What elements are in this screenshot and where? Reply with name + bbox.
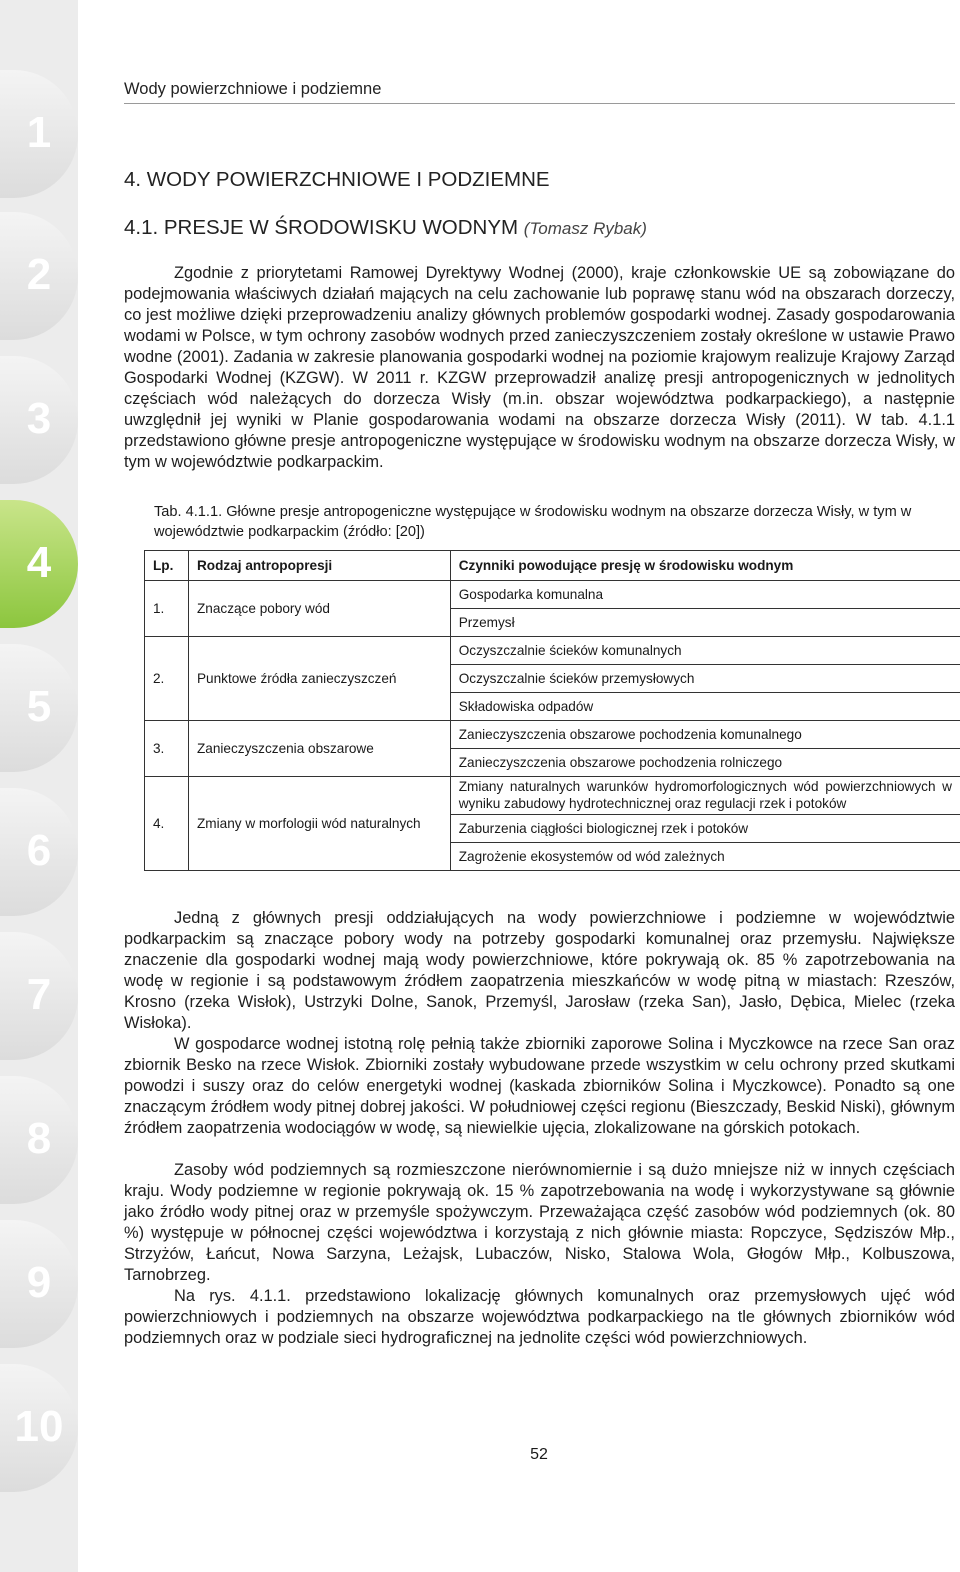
table-cell-factor: Zanieczyszczenia obszarowe pochodzenia rolniczego [450, 749, 960, 777]
chapter-tab-label: 4 [26, 538, 52, 587]
paragraph-2: Jedną z głównych presji oddziałujących na wody powierzchniowe i podziemne w województwie podkarpackim są znaczące pobory wody na potrzeby gospodarki komunalnej oraz przemysłu. Największe znaczenie dla gospodarki wodnej mają wody powierzchniowe, które pokrywają ok. 85 % zapotrzebowania na wodę w regionie i są podstawowym źródłem zaopatrzenia mieszkańców w wodę pitną w miastach: Rzeszów, Krosno (rzeka Wisłok), Ustrzyki Dolne, Sanok, Przemyśl, Jarosław (rzeka San), Jasło, Dębica, Mielec (rzeka Wisłoka). [124, 909, 955, 1032]
table-cell-factor: Zanieczyszczenia obszarowe pochodzenia komunalnego [450, 721, 960, 749]
chapter-tab-5[interactable] [0, 644, 78, 772]
paragraph-3: W gospodarce wodnej istotną rolę pełnią także zbiorniki zaporowe Solina i Myczkowce na rzece San oraz zbiornik Besko na rzece Wisłok. Zbiorniki zostały wybudowane przede wszystkim w celu ochrony przed skutkami powodzi i suszy oraz do celów energetyki wodnej (kaskada zbiorników Solina i Myczkowce). Ponadto są one znaczącym źródłem wody pitnej dobrej jakości. W południowej części regionu (Bieszczady, Beskid Niski), głównym źródłem zaopatrzenia wodociągów w wodę, są niewielkie ujęcia, zlokalizowane na górskich potokach. [124, 1035, 955, 1137]
table-cell-factor: Składowiska odpadów [450, 693, 960, 721]
table-cell-factor: Przemysł [450, 609, 960, 637]
table-cell-factor: Zaburzenia ciągłości biologicznej rzek i potoków [450, 815, 960, 843]
chapter-heading: 4. WODY POWIERZCHNIOWE I PODZIEMNE [124, 168, 550, 191]
table-row [145, 777, 960, 815]
pressures-table [144, 550, 960, 871]
table-cell-lp: 2. [145, 637, 189, 721]
table-header: Lp. [145, 551, 189, 581]
running-header: Wody powierzchniowe i podziemne [124, 80, 382, 98]
table-cell-lp: 1. [145, 581, 189, 637]
table-cell-lp: 3. [145, 721, 189, 777]
table-header: Rodzaj antropopresji [188, 551, 450, 581]
table-row [145, 637, 960, 665]
chapter-tab-3[interactable] [0, 356, 78, 484]
table-row [145, 721, 960, 749]
chapter-tab-1[interactable] [0, 70, 78, 198]
table-caption: Tab. 4.1.1. Główne presje antropogeniczne występujące w środowisku wodnym na obszarze dorzecza Wisły, w tym w województwie podkarpackim (źródło: [20]) [154, 504, 912, 540]
chapter-tab-7[interactable] [0, 932, 78, 1060]
section-heading-title: 4.1. PRESJE W ŚRODOWISKU WODNYM [124, 216, 524, 239]
chapter-tab-label: 6 [26, 826, 52, 875]
chapter-tab-4[interactable] [0, 500, 78, 628]
table-cell-factor: Zmiany naturalnych warunków hydromorfologicznych wód powierzchniowych w wyniku zabudowy hydrotechnicznej oraz regulacji rzek i potoków [450, 777, 960, 815]
chapter-tab-8[interactable] [0, 1076, 78, 1204]
table-cell-lp: 4. [145, 777, 189, 871]
chapter-tab-10[interactable] [0, 1364, 78, 1492]
chapter-sidebar [0, 0, 78, 1572]
header-divider [124, 103, 955, 104]
chapter-tab-6[interactable] [0, 788, 78, 916]
chapter-tab-label: 9 [26, 1258, 52, 1307]
table-cell-factor: Oczyszczalnie ścieków przemysłowych [450, 665, 960, 693]
table-header-row [145, 551, 960, 581]
chapter-tab-label: 10 [14, 1402, 64, 1451]
paragraph-5: Na rys. 4.1.1. przedstawiono lokalizację głównych komunalnych oraz przemysłowych ujęć wód powierzchniowych i podziemnych na obszarze województwa podkarpackiego na tle głównych zbiorników wód podziemnych oraz w podziale sieci hydrograficznej na jednolite części wód powierzchniowych. [124, 1287, 955, 1347]
table-cell-type: Znaczące pobory wód [188, 581, 450, 637]
chapter-tab-label: 8 [26, 1114, 52, 1163]
chapter-tab-label: 5 [26, 682, 52, 731]
table-cell-type: Zanieczyszczenia obszarowe [188, 721, 450, 777]
table-cell-factor: Gospodarka komunalna [450, 581, 960, 609]
chapter-tab-2[interactable] [0, 212, 78, 340]
paragraph-1: Zgodnie z priorytetami Ramowej Dyrektywy Wodnej (2000), kraje członkowskie UE są zobowiązane do podejmowania właściwych działań mających na celu zachowanie lub poprawę stanu wód na obszarach dorzeczy, co jest możliwe dzięki przeprowadzeniu analizy głównych problemów gospodarki wodnej. Zasady gospodarowania wodami w Polsce, w tym ochrony zasobów wodnych przed zanieczyszczeniem zostały określone w ustawie Prawo wodne (2001). Zadania w zakresie planowania gospodarki wodnej na poziomie krajowym realizuje Krajowy Zarząd Gospodarki Wodnej (KZGW). W 2011 r. KZGW przeprowadził analizę presji antropogenicznych w jednolitych częściach wód należących do dorzecza Wisły (m.in. obszar województwa podkarpackiego), a następnie uwzględnił jej wyniki w Planie gospodarowania wodami na obszarze dorzecza Wisły (2011). W tab. 4.1.1 przedstawiono główne presje antropogeniczne występujące w środowisku wodnym na obszarze dorzecza Wisły, w tym w województwie podkarpackim. [124, 264, 955, 471]
chapter-tab-label: 3 [26, 394, 52, 443]
chapter-tab-9[interactable] [0, 1220, 78, 1348]
section-author: (Tomasz Rybak) [523, 219, 647, 238]
chapter-tab-label: 2 [26, 250, 52, 299]
table-cell-factor: Zagrożenie ekosystemów od wód zależnych [450, 843, 960, 871]
table-row [145, 581, 960, 609]
table-cell-factor: Oczyszczalnie ścieków komunalnych [450, 637, 960, 665]
section-heading [124, 216, 647, 240]
table-cell-type: Punktowe źródła zanieczyszczeń [188, 637, 450, 721]
paragraph-4: Zasoby wód podziemnych są rozmieszczone nierównomiernie i są dużo mniejsze niż w innych częściach kraju. Wody podziemne w regionie pokrywają ok. 15 % zapotrzebowania na wodę i wykorzystywane są głównie jako źródło wody pitnej oraz w przemyśle spożywczym. Przeważająca część zasobów wód podziemnych (ok. 80 %) występuje w północnej części województwa i korzystają z nich głównie miasta: Ropczyce, Sędziszów Młp., Strzyżów, Łańcut, Nowa Sarzyna, Leżajsk, Lubaczów, Nisko, Stalowa Wola, Głogów Młp., Kolbuszowa, Tarnobrzeg. [124, 1161, 955, 1284]
table-header: Czynniki powodujące presję w środowisku wodnym [450, 551, 960, 581]
page-number: 52 [530, 1446, 548, 1463]
chapter-tab-label: 1 [26, 108, 52, 157]
table-cell-type: Zmiany w morfologii wód naturalnych [188, 777, 450, 871]
chapter-tab-label: 7 [26, 970, 52, 1019]
